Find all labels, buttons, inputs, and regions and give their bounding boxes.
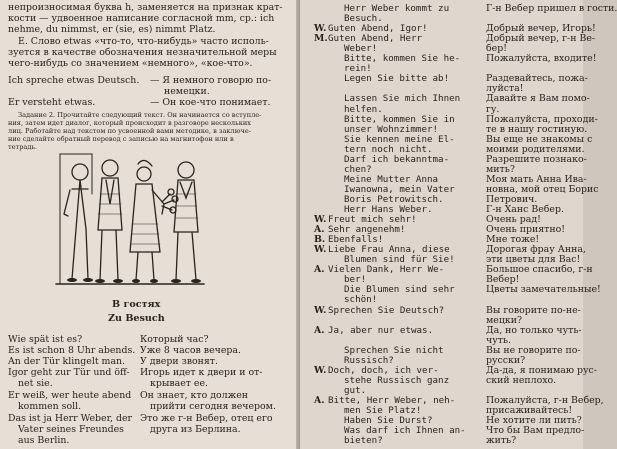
dialogue-ru: присаживайтесь! [486,405,573,416]
example-de: Er versteht etwas. [8,97,96,108]
text-de: Wie spät ist es? [8,334,83,345]
text-de: aus Berlin. [18,435,70,446]
dialogue-de: Bitte, Herr Weber, neh- [328,394,456,406]
dialogue-ru: Вы еще не знакомы с [486,133,593,145]
task-line: Задание 2. Прочитайте следующий текст. Он начинается со вступле- [18,111,262,119]
speaker-label: B. [314,234,326,246]
dialogue-ru: Очень приятно! [486,224,566,236]
text-de: Igor geht zur Tür und öff- [8,367,130,378]
example-ru: немецки. [164,86,210,97]
dialogue-ru: Пожалуйста, г-н Вебер, [486,394,604,406]
dialogue-ru: Г-н Ханс Вебер. [486,204,564,215]
dialogue-ru: Петрович. [486,193,538,205]
dialogue-de: helfen. [344,103,383,115]
dialogue-de: Vielen Dank, Herr We- [328,264,445,276]
speaker-label: W. [314,214,327,226]
dialogue-de: Russisch? [344,354,394,366]
dialogue-de: Ebenfalls! [328,234,384,246]
dialogue-de: Sprechen Sie Deutsch? [328,304,445,316]
dialogue-ru: Добрый вечер, Игорь! [486,23,596,35]
dialogue-ru: Вебер! [486,274,520,286]
title-de: Zu Besuch [108,313,165,324]
dialogue-de: unser Wohnzimmer! [344,123,439,135]
text-de: An der Tür klingelt man. [8,356,126,367]
dialogue-de: Ja, aber nur etwas. [328,324,434,336]
dialogue-ru: Г-н Вебер пришел в гости. [486,3,617,14]
speaker-label: A. [314,324,325,336]
intro-line: nehme, du nimmst, er (sie, es) nimmt Platz. [8,24,216,35]
dialogue-de: Bitte, kommen Sie in [344,113,455,125]
dialogue-ru: Да, но только чуть- [486,324,582,336]
dialogue-ru: те в нашу гостиную. [486,123,588,135]
dialogue-ru: новна, мой отец Борис [486,183,599,195]
dialogue-ru: Цветы замечательные! [486,284,601,296]
dialogue-ru: Что бы Вам предло- [486,425,585,437]
intro-line: Е. Слово etwas «что-то, что-нибудь» часто исполь- [18,36,269,47]
dialogue-ru: жить? [486,435,517,447]
dialogue-de: Liebe Frau Anna, diese [328,244,450,256]
dialogue-ru: моими родителями. [486,143,585,155]
intro-line: непроизносимая буква h, заменяется на признак крат- [8,2,283,13]
dialogue-de: Freut mich sehr! [328,214,417,226]
dialogue-ru: Разрешите познако- [486,153,587,165]
title-ru: В гостях [112,299,161,310]
dialogue-de: chen? [344,163,372,175]
dialogue-ru: чуть. [486,334,511,346]
speaker-label: W. [314,364,327,376]
dialogue-de: Besuch. [344,13,383,25]
speaker-label: W. [314,244,327,256]
dialogue-ru: Пожалуйста, проходи- [486,113,598,125]
dialogue-de: Herr Weber kommt zu [344,3,450,14]
dialogue-ru: Мне тоже! [486,234,540,246]
right-page [300,0,617,449]
dialogue-ru: Вы не говорите по- [486,344,581,356]
example-de: Ich spreche etwas Deutsch. [8,75,140,86]
text-ru: Игорь идет к двери и от- [140,367,263,378]
dialogue-de: Meine Mutter Anna [344,173,439,185]
dialogue-de: Boris Petrowitsch. [344,193,444,205]
dialogue-ru: бер! [486,43,507,55]
dialogue-ru: ский неплохо. [486,374,557,386]
speaker-label: A. [314,394,325,406]
dialogue-ru: эти цветы для Вас! [486,254,581,266]
speaker-label: W. [314,23,327,35]
dialogue-de: Darf ich bekanntma- [344,153,450,165]
text-ru: Уже 8 часов вечера. [140,345,241,356]
dialogue-de: Weber! [344,43,378,55]
dialogue-ru: Пожалуйста, входите! [486,53,597,65]
dialogue-ru: гу. [486,103,500,115]
dialogue-ru: Да-да, я понимаю рус- [486,364,597,376]
dialogue-ru: русски? [486,354,526,366]
dialogue-de: Sehr angenehm! [328,224,406,236]
intro-line: кости — удвоенное написание согласной mm, ср.: ich [8,13,275,24]
dialogue-de: Sprechen Sie nicht [344,344,444,356]
task-line: ния, затем идет диалог, который происходит в разговоре нескольких [8,119,251,127]
dialogue-de: Iwanowna, mein Vater [344,183,455,195]
dialogue-de: Die Blumen sind sehr [344,284,455,296]
dialogue-de: Herr Hans Weber. [344,204,433,215]
intro-line: чего-нибудь со значением «немного», «кое-что». [8,58,253,69]
text-de: Es ist schon 8 Uhr abends. [8,345,136,356]
speaker-label: W. [314,304,327,316]
dialogue-de: Guten Abend, Herr [328,33,423,45]
text-ru: Это же г-н Вебер, отец его [140,413,273,424]
dialogue-ru: Раздевайтесь, пожа- [486,73,588,85]
dialogue-de: bieten? [344,435,383,447]
dialogue-ru: Большое спасибо, г-н [486,264,593,276]
dialogue-de: Was darf ich Ihnen an- [344,425,466,437]
text-de: Er weiß, wer heute abend [8,390,132,401]
dialogue-de: Blumen sind für Sie! [344,254,455,266]
text-de: Das ist ja Herr Weber, der [8,413,133,424]
text-ru: прийти сегодня вечером. [150,401,276,412]
dialogue-ru: мить? [486,163,515,175]
dialogue-de: Doch, doch, ich ver- [328,364,439,376]
left-page [0,0,300,449]
text-ru: У двери звонят. [140,356,218,367]
example-ru: — Я немного говорю по- [150,75,272,86]
dialogue-de: Legen Sie bitte ab! [344,73,450,85]
dialogue-ru: Добрый вечер, г-н Ве- [486,33,596,45]
dialogue-de: rein! [344,63,372,75]
dialogue-de: Haben Sie Durst? [344,415,433,427]
task-line: лиц. Работайте над текстом по усвоенной вами методике, в заключе- [8,127,251,135]
dialogue-de: Lassen Sie mich Ihnen [344,93,461,105]
speaker-label: A. [314,224,325,236]
dialogue-de: Sie kennen meine El- [344,133,455,145]
text-de: net sie. [18,378,53,389]
dialogue-de: stehe Russisch ganz [344,374,450,386]
dialogue-ru: Очень рад! [486,214,541,226]
intro-line: зуется в качестве обозначения незначительной меры [8,47,277,58]
dialogue-de: Bitte, kommen Sie he- [344,53,461,65]
dialogue-de: men Sie Platz! [344,405,422,416]
example-ru: — Он кое-что понимает. [150,97,271,108]
dialogue-ru: Дорогая фрау Анна, [486,244,586,256]
dialogue-ru: Моя мать Анна Ива- [486,173,587,185]
dialogue-ru: мецки? [486,314,523,326]
dialogue-de: tern noch nicht. [344,143,433,155]
text-ru: Он знает, кто должен [140,390,249,401]
speaker-label: M. [314,33,328,45]
text-ru: друга из Берлина. [150,424,241,435]
dialogue-de: ber! [344,274,367,286]
dialogue-ru: Не хотите ли пить? [486,415,582,427]
text-de: kommen soll. [18,401,82,412]
task-line: ние сделайте обратный перевод с записью на магнитофон или в [8,135,234,143]
dialogue-de: Guten Abend, Igor! [328,23,428,35]
speaker-label: A. [314,264,325,276]
dialogue-de: gut. [344,384,367,396]
dialogue-ru: Давайте я Вам помо- [486,93,590,105]
dialogue-de: schön! [344,294,378,306]
dialogue-ru: Вы говорите по-не- [486,304,581,316]
text-ru: крывает ее. [150,378,208,389]
text-de: Vater seines Freundes [18,424,124,435]
task-line: тетрадь. [8,143,38,151]
guests-illustration [52,134,208,296]
text-ru: Который час? [140,334,209,345]
dialogue-ru: луйста! [486,83,524,95]
